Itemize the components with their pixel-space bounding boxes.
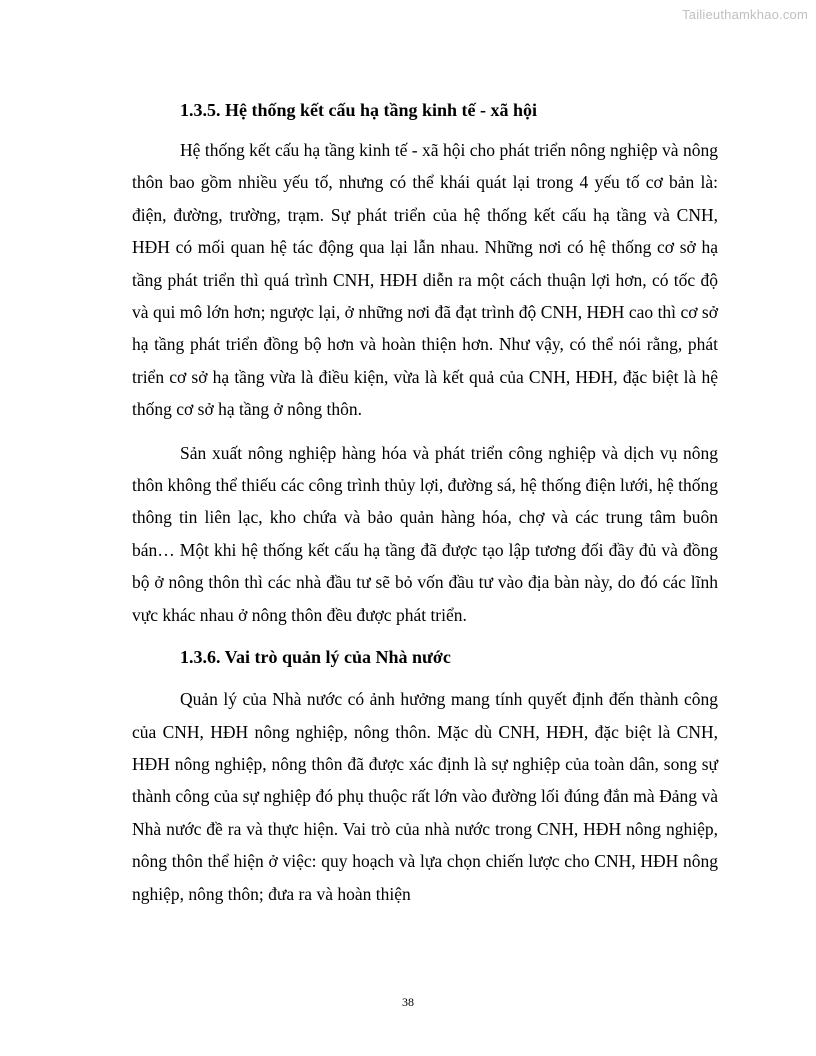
- paragraph-infrastructure-investment: Sản xuất nông nghiệp hàng hóa và phát triển công nghiệp và dịch vụ nông thôn không thể thiếu các công trình thủy lợi, đường sá, hệ thống điện lưới, hệ thống thông tin liên lạc, kho chứa và bảo quản hàng hóa, chợ và các trung tâm buôn bán… Một khi hệ thống kết cấu hạ tầng đã được tạo lập tương đối đầy đủ và đồng bộ ở nông thôn thì các nhà đầu tư sẽ bỏ vốn đầu tư vào địa bàn này, do đó các lĩnh vực khác nhau ở nông thôn đều được phát triển.: [132, 442, 718, 625]
- page-number: 38: [402, 995, 414, 1009]
- watermark-text: Tailieuthamkhao.com: [682, 7, 808, 22]
- section-heading-1-3-6: 1.3.6. Vai trò quản lý của Nhà nước: [180, 647, 451, 668]
- paragraph-infrastructure-overview: Hệ thống kết cấu hạ tầng kinh tế - xã hội cho phát triển nông nghiệp và nông thôn bao gồm nhiều yếu tố, nhưng có thể khái quát lại trong 4 yếu tố cơ bản là: điện, đường, trường, trạm. Sự phát triển của hệ thống kết cấu hạ tầng và CNH, HĐH có mối quan hệ tác động qua lại lẫn nhau. Những nơi có hệ thống cơ sở hạ tầng phát triển thì quá trình CNH, HĐH diễn ra một cách thuận lợi hơn, có tốc độ và qui mô lớn hơn; ngược lại, ở những nơi đã đạt trình độ CNH, HĐH cao thì cơ sở hạ tầng phát triển đồng bộ hơn và hoàn thiện hơn. Như vậy, có thể nói rằng, phát triển cơ sở hạ tầng vừa là điều kiện, vừa là kết quả của CNH, HĐH, đặc biệt là hệ thống cơ sở hạ tầng ở nông thôn.: [132, 140, 718, 420]
- section-heading-1-3-5: 1.3.5. Hệ thống kết cấu hạ tầng kinh tế - xã hội: [180, 100, 538, 120]
- paragraph-state-management: Quản lý của Nhà nước có ảnh hưởng mang tính quyết định đến thành công của CNH, HĐH nông nghiệp, nông thôn. Mặc dù CNH, HĐH, đặc biệt là CNH, HĐH nông nghiệp, nông thôn đã được xác định là sự nghiệp của toàn dân, song sự thành công của sự nghiệp đó phụ thuộc rất lớn vào đường lối đúng đắn mà Đảng và Nhà nước đề ra và thực hiện. Vai trò của nhà nước trong CNH, HĐH nông nghiệp, nông thôn thể hiện ở việc: quy hoạch và lựa chọn chiến lược cho CNH, HĐH nông nghiệp, nông thôn; đưa ra và hoàn thiện: [132, 689, 718, 904]
- document-body: [132, 94, 718, 910]
